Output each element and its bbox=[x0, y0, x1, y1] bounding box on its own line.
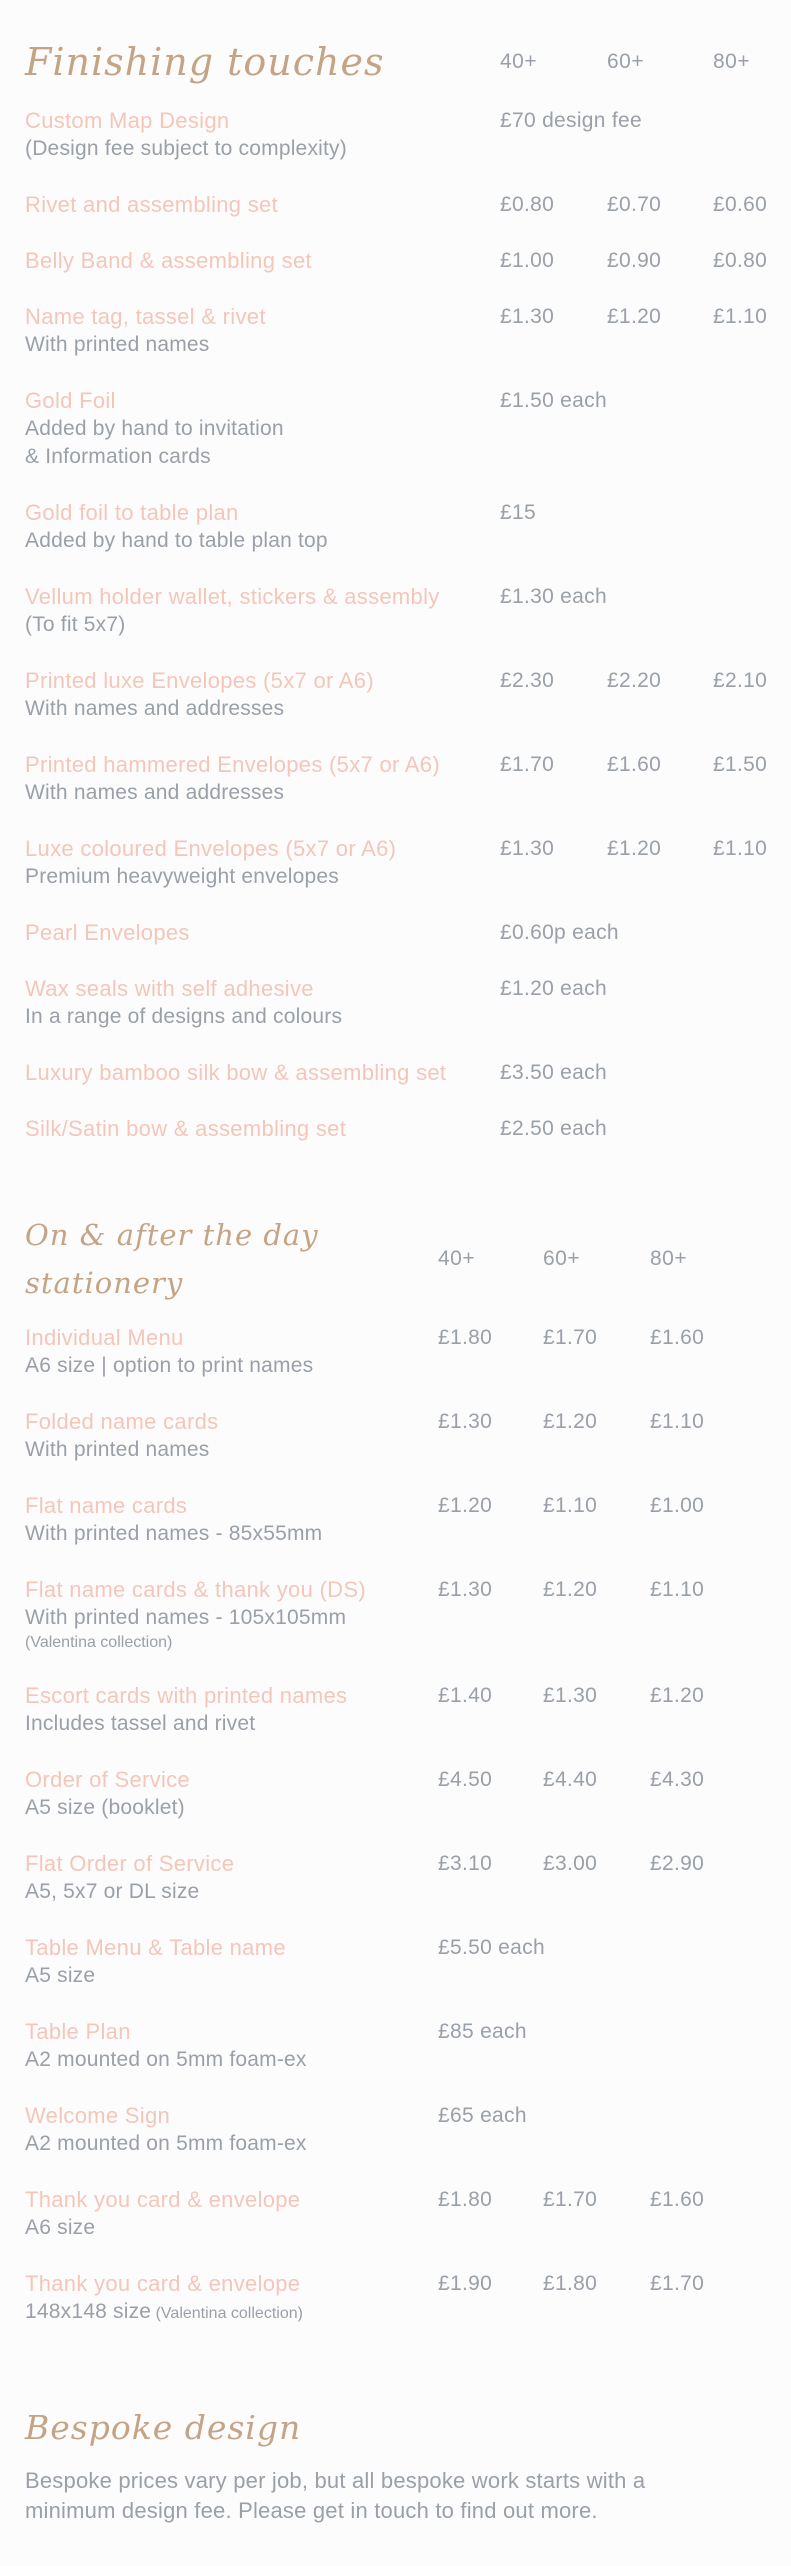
bespoke-description: Bespoke prices vary per job, but all bespoke work starts with a minimum design fee. Please get in touch to find out more. bbox=[25, 2468, 646, 2523]
item-label-cell bbox=[25, 1491, 438, 1548]
item-name: Vellum holder wallet, stickers & assembly bbox=[25, 584, 440, 609]
item-price: £2.50 each bbox=[500, 1117, 607, 1140]
item-name: Flat Order of Service bbox=[25, 1851, 235, 1876]
item-note: (Valentina collection) bbox=[151, 2305, 303, 2322]
item-price: £0.60 bbox=[713, 193, 768, 216]
price-rows bbox=[25, 106, 766, 1143]
price-row bbox=[25, 1681, 766, 1738]
item-name: Individual Menu bbox=[25, 1325, 184, 1350]
price-row bbox=[25, 666, 766, 723]
item-name: Order of Service bbox=[25, 1767, 190, 1792]
column-header-40plus: 40+ bbox=[438, 1247, 476, 1270]
item-label-cell bbox=[25, 386, 500, 471]
item-description: (Design fee subject to complexity) bbox=[25, 137, 347, 160]
price-row bbox=[25, 1575, 766, 1654]
item-price: £1.70 bbox=[500, 753, 555, 776]
item-price: £1.30 bbox=[500, 305, 555, 328]
item-label-cell bbox=[25, 2185, 438, 2242]
price-row bbox=[25, 1407, 766, 1464]
item-label-cell bbox=[25, 1058, 500, 1087]
price-row bbox=[25, 2101, 766, 2158]
item-price: £1.60 bbox=[607, 753, 662, 776]
price-row bbox=[25, 498, 766, 555]
item-price: £5.50 each bbox=[438, 1936, 545, 1959]
column-header-80plus: 80+ bbox=[650, 1247, 688, 1270]
item-name: Gold Foil bbox=[25, 388, 116, 413]
item-label-cell bbox=[25, 302, 500, 359]
price-row bbox=[25, 302, 766, 359]
item-price: £1.20 bbox=[543, 1578, 598, 1601]
item-price: £1.80 bbox=[543, 2272, 598, 2295]
item-price: £1.20 bbox=[438, 1494, 493, 1517]
item-price: £1.80 bbox=[438, 2188, 493, 2211]
price-row bbox=[25, 1114, 766, 1143]
column-header-60plus: 60+ bbox=[607, 50, 645, 73]
section-title: On & after the day stationery bbox=[25, 1218, 319, 1300]
item-price: £2.20 bbox=[607, 669, 662, 692]
item-price: £1.90 bbox=[438, 2272, 493, 2295]
item-name: Thank you card & envelope bbox=[25, 2271, 301, 2296]
price-row bbox=[25, 190, 766, 219]
item-price: £1.20 bbox=[543, 1410, 598, 1433]
item-price: £0.80 bbox=[500, 193, 555, 216]
item-label-cell bbox=[25, 1765, 438, 1822]
item-price: £1.30 each bbox=[500, 585, 607, 608]
item-name: Luxe coloured Envelopes (5x7 or A6) bbox=[25, 836, 397, 861]
item-label-cell bbox=[25, 974, 500, 1031]
price-row bbox=[25, 582, 766, 639]
item-price: £1.40 bbox=[438, 1684, 493, 1707]
item-name: Flat name cards & thank you (DS) bbox=[25, 1577, 366, 1602]
item-description: In a range of designs and colours bbox=[25, 1005, 343, 1028]
item-name: Custom Map Design bbox=[25, 108, 230, 133]
item-label-cell bbox=[25, 1114, 500, 1143]
item-name: Pearl Envelopes bbox=[25, 920, 190, 945]
item-name: Printed hammered Envelopes (5x7 or A6) bbox=[25, 752, 440, 777]
item-description: A5, 5x7 or DL size bbox=[25, 1880, 200, 1903]
column-header-60plus: 60+ bbox=[543, 1247, 581, 1270]
item-price: £1.20 bbox=[607, 305, 662, 328]
item-price: £1.30 bbox=[543, 1684, 598, 1707]
item-price: £1.10 bbox=[713, 837, 768, 860]
item-price: £1.50 bbox=[713, 753, 768, 776]
item-label-cell bbox=[25, 2269, 438, 2328]
item-price: £2.30 bbox=[500, 669, 555, 692]
item-price: £0.70 bbox=[607, 193, 662, 216]
item-description: With printed names - 105x105mm bbox=[25, 1606, 347, 1629]
price-row bbox=[25, 1058, 766, 1087]
price-row bbox=[25, 386, 766, 471]
item-price: £4.40 bbox=[543, 1768, 598, 1791]
price-row bbox=[25, 106, 766, 163]
price-row bbox=[25, 834, 766, 891]
item-name: Escort cards with printed names bbox=[25, 1683, 348, 1708]
item-price: £4.50 bbox=[438, 1768, 493, 1791]
item-note: (Valentina collection) bbox=[25, 1634, 173, 1651]
item-name: Printed luxe Envelopes (5x7 or A6) bbox=[25, 668, 374, 693]
item-label-cell bbox=[25, 1933, 438, 1990]
item-price: £1.50 each bbox=[500, 389, 607, 412]
item-name: Welcome Sign bbox=[25, 2103, 171, 2128]
item-price: £1.10 bbox=[650, 1578, 705, 1601]
item-price: £1.30 bbox=[438, 1410, 493, 1433]
section-title: Finishing touches bbox=[25, 40, 385, 84]
item-description: Premium heavyweight envelopes bbox=[25, 865, 339, 888]
item-description: A2 mounted on 5mm foam-ex bbox=[25, 2132, 307, 2155]
item-name: Wax seals with self adhesive bbox=[25, 976, 314, 1001]
item-label-cell bbox=[25, 2101, 438, 2158]
column-header-80plus: 80+ bbox=[713, 50, 751, 73]
price-row bbox=[25, 2185, 766, 2242]
section-finishing-touches bbox=[25, 34, 766, 1143]
item-description: A2 mounted on 5mm foam-ex bbox=[25, 2048, 307, 2071]
item-price: £0.60p each bbox=[500, 921, 619, 944]
item-price: £1.20 bbox=[650, 1684, 705, 1707]
item-name: Silk/Satin bow & assembling set bbox=[25, 1116, 347, 1141]
price-row bbox=[25, 1323, 766, 1380]
item-price: £3.00 bbox=[543, 1852, 598, 1875]
item-price: £4.30 bbox=[650, 1768, 705, 1791]
item-label-cell bbox=[25, 582, 500, 639]
item-price: £15 bbox=[500, 501, 536, 524]
item-price: £1.70 bbox=[543, 1326, 598, 1349]
item-price: £3.50 each bbox=[500, 1061, 607, 1084]
item-label-cell bbox=[25, 1681, 438, 1738]
item-price: £1.10 bbox=[713, 305, 768, 328]
item-name: Rivet and assembling set bbox=[25, 192, 278, 217]
price-row bbox=[25, 974, 766, 1031]
item-description: With names and addresses bbox=[25, 697, 285, 720]
item-price: £0.80 bbox=[713, 249, 768, 272]
item-label-cell bbox=[25, 834, 500, 891]
item-label-cell bbox=[25, 666, 500, 723]
item-label-cell bbox=[25, 106, 500, 163]
item-description: (To fit 5x7) bbox=[25, 613, 126, 636]
item-description: A5 size (booklet) bbox=[25, 1796, 185, 1819]
item-price: £3.10 bbox=[438, 1852, 493, 1875]
item-description: A6 size | option to print names bbox=[25, 1354, 314, 1377]
item-price: £70 design fee bbox=[500, 109, 642, 132]
item-price: £65 each bbox=[438, 2104, 527, 2127]
item-label-cell bbox=[25, 190, 500, 219]
price-row bbox=[25, 1933, 766, 1990]
item-price: £1.30 bbox=[500, 837, 555, 860]
item-label-cell bbox=[25, 498, 500, 555]
section-bespoke-design bbox=[25, 2402, 766, 2526]
price-row bbox=[25, 2017, 766, 2074]
price-row bbox=[25, 246, 766, 275]
item-description: With printed names bbox=[25, 1438, 210, 1461]
item-price: £1.10 bbox=[543, 1494, 598, 1517]
item-price: £1.70 bbox=[543, 2188, 598, 2211]
price-rows bbox=[25, 1323, 766, 2328]
item-price: £1.30 bbox=[438, 1578, 493, 1601]
item-label-cell bbox=[25, 1849, 438, 1906]
price-row bbox=[25, 1765, 766, 1822]
item-label-cell bbox=[25, 1323, 438, 1380]
item-price: £1.80 bbox=[438, 1326, 493, 1349]
item-name: Luxury bamboo silk bow & assembling set bbox=[25, 1060, 447, 1085]
item-price: £2.10 bbox=[713, 669, 768, 692]
price-row bbox=[25, 1491, 766, 1548]
item-name: Table Menu & Table name bbox=[25, 1935, 286, 1960]
section-header bbox=[25, 1211, 766, 1307]
item-label-cell bbox=[25, 246, 500, 275]
section-on-after-day-stationery bbox=[25, 1211, 766, 2328]
item-price: £85 each bbox=[438, 2020, 527, 2043]
item-label-cell bbox=[25, 1407, 438, 1464]
section-header bbox=[25, 34, 766, 90]
item-description: Includes tassel and rivet bbox=[25, 1712, 256, 1735]
price-row bbox=[25, 750, 766, 807]
item-price: £0.90 bbox=[607, 249, 662, 272]
item-name: Thank you card & envelope bbox=[25, 2187, 301, 2212]
item-description: 148x148 size (Valentina collection) bbox=[25, 2300, 303, 2323]
item-name: Name tag, tassel & rivet bbox=[25, 304, 266, 329]
price-row bbox=[25, 1849, 766, 1906]
item-label-cell bbox=[25, 918, 500, 947]
item-label-cell bbox=[25, 750, 500, 807]
item-description: With printed names bbox=[25, 333, 210, 356]
item-name: Belly Band & assembling set bbox=[25, 248, 312, 273]
item-price: £1.00 bbox=[650, 1494, 705, 1517]
column-header-40plus: 40+ bbox=[500, 50, 538, 73]
item-price: £2.90 bbox=[650, 1852, 705, 1875]
item-description: Added by hand to invitation bbox=[25, 417, 284, 440]
item-name: Table Plan bbox=[25, 2019, 131, 2044]
item-price: £1.20 each bbox=[500, 977, 607, 1000]
item-price: £1.10 bbox=[650, 1410, 705, 1433]
item-description: Added by hand to table plan top bbox=[25, 529, 328, 552]
item-description: A6 size bbox=[25, 2216, 96, 2239]
item-description: & Information cards bbox=[25, 445, 211, 468]
item-label-cell bbox=[25, 1575, 438, 1654]
item-price: £1.20 bbox=[607, 837, 662, 860]
item-name: Folded name cards bbox=[25, 1409, 219, 1434]
item-description: A5 size bbox=[25, 1964, 96, 1987]
item-name: Gold foil to table plan bbox=[25, 500, 239, 525]
item-name: Flat name cards bbox=[25, 1493, 188, 1518]
price-row bbox=[25, 918, 766, 947]
item-price: £1.70 bbox=[650, 2272, 705, 2295]
item-description: With names and addresses bbox=[25, 781, 285, 804]
item-description: With printed names - 85x55mm bbox=[25, 1522, 323, 1545]
price-row bbox=[25, 2269, 766, 2328]
item-price: £1.60 bbox=[650, 2188, 705, 2211]
item-price: £1.00 bbox=[500, 249, 555, 272]
item-price: £1.60 bbox=[650, 1326, 705, 1349]
item-label-cell bbox=[25, 2017, 438, 2074]
section-title: Bespoke design bbox=[25, 2408, 302, 2447]
